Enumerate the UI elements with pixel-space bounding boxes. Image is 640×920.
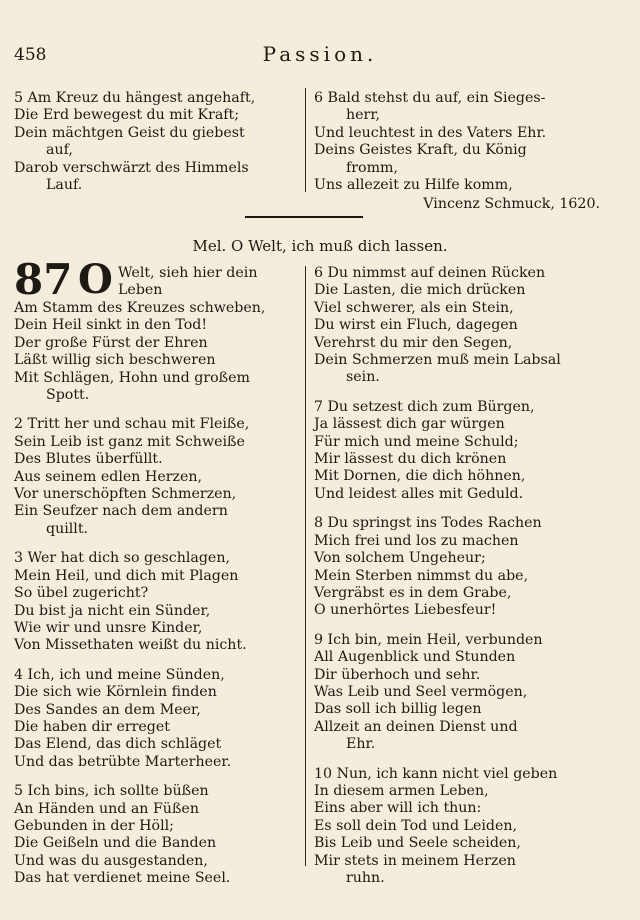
verse-line: Verehrst du mir den Segen, xyxy=(314,334,513,351)
verse-line: 5 Ich bins, ich sollte büßen xyxy=(14,783,209,800)
verse-line: 6 Du nimmst auf deinen Rücken xyxy=(314,265,546,281)
stanza-10 xyxy=(314,766,600,888)
verse-line: Ein Seufzer nach dem andern xyxy=(14,503,228,520)
verse-line: Eins aber will ich thun: xyxy=(314,800,482,817)
hymn-first-lines xyxy=(118,265,300,300)
stanza-9 xyxy=(314,632,600,754)
verse-line: Läßt willig sich beschweren xyxy=(14,352,216,369)
verse-line: fromm, xyxy=(346,159,398,176)
hymn-right-column xyxy=(314,265,600,899)
verse-line: Und was du ausgestanden, xyxy=(14,852,208,869)
verse-line: sein. xyxy=(346,369,380,386)
verse-line: Welt, sieh hier dein xyxy=(118,265,258,281)
verse-line: 2 Tritt her und schau mit Fleiße, xyxy=(14,416,250,433)
verse-line: Der große Fürst der Ehren xyxy=(14,334,208,351)
verse-line: An Händen und an Füßen xyxy=(14,800,199,817)
verse-line: Sein Leib ist ganz mit Schweiße xyxy=(14,433,245,450)
verse-line: Dir überhoch und sehr. xyxy=(314,666,481,683)
stanza-2 xyxy=(14,416,300,538)
verse-line: Mein Sterben nimmst du abe, xyxy=(314,567,529,584)
verse-line: Mit Dornen, die dich höhnen, xyxy=(314,468,526,485)
verse-line: Die sich wie Körnlein finden xyxy=(14,684,217,701)
verse-line: Spott. xyxy=(46,387,90,404)
hymn-number: 87 xyxy=(14,255,73,304)
verse-line: Was Leib und Seel vermögen, xyxy=(314,683,528,700)
stanza-3 xyxy=(14,550,300,654)
verse-line: Dein mächtgen Geist du giebest xyxy=(14,124,245,141)
verse-line: Aus seinem edlen Herzen, xyxy=(14,468,203,485)
verse-line: Uns allezeit zu Hilfe komm, xyxy=(314,177,513,194)
section-rule xyxy=(245,216,363,218)
verse-line: Vor unerschöpften Schmerzen, xyxy=(14,486,237,503)
verse-line: Mir lässest du dich krönen xyxy=(314,451,507,468)
verse-line: auf, xyxy=(46,142,73,159)
verse-line: Die Erd bewegest du mit Kraft; xyxy=(14,107,240,124)
top-left-stanza xyxy=(14,90,300,194)
verse-line: Viel schwerer, als ein Stein, xyxy=(314,299,514,316)
verse-line: quillt. xyxy=(46,520,89,537)
verse-line: 6 Bald stehst du auf, ein Sieges- xyxy=(314,90,546,106)
verse-line: Mich frei und los zu machen xyxy=(314,532,519,549)
verse-line: Und leidest alles mit Geduld. xyxy=(314,485,524,502)
hymn-column-divider xyxy=(305,266,306,866)
melody-line: Mel. O Welt, ich muß dich lassen. xyxy=(192,237,448,255)
verse-line: 10 Nun, ich kann nicht viel geben xyxy=(314,765,558,782)
verse-line: So übel zugericht? xyxy=(14,585,149,602)
stanza-4 xyxy=(14,667,300,771)
verse-line: Es soll dein Tod und Leiden, xyxy=(314,817,518,834)
stanza-6 xyxy=(314,265,600,387)
drop-cap: O xyxy=(78,256,113,303)
verse-line: 7 Du setzest dich zum Bürgen, xyxy=(314,398,535,415)
verse-line: 8 Du springst ins Todes Rachen xyxy=(314,515,542,532)
verse-line: Die Lasten, die mich drücken xyxy=(314,282,526,299)
verse-line: In diesem armen Leben, xyxy=(314,782,489,799)
verse-line: herr, xyxy=(346,107,381,124)
running-title: Passion. xyxy=(262,42,378,66)
verse-line: Darob verschwärzt des Himmels xyxy=(14,159,249,176)
verse-line: Ehr. xyxy=(346,736,376,753)
verse-line: Das soll ich billig legen xyxy=(314,701,482,718)
verse-line: ruhn. xyxy=(346,870,385,886)
verse-line: Bis Leib und Seele scheiden, xyxy=(314,835,521,852)
verse-line: All Augenblick und Stunden xyxy=(314,649,516,666)
stanza-1 xyxy=(14,300,300,404)
verse-line: Und leuchtest in des Vaters Ehr. xyxy=(314,124,547,141)
verse-line: 9 Ich bin, mein Heil, verbunden xyxy=(314,631,543,648)
verse-line: Mit Schlägen, Hohn und großem xyxy=(14,369,251,386)
verse-line: Vergräbst es in dem Grabe, xyxy=(314,584,512,601)
verse-line: Lauf. xyxy=(46,177,83,194)
verse-line: Dein Heil sinkt in den Tod! xyxy=(14,317,208,334)
verse-line: Am Stamm des Kreuzes schweben, xyxy=(14,300,266,316)
stanza-7 xyxy=(314,399,600,503)
hymn-left-column xyxy=(14,300,300,900)
verse-line: Mein Heil, und dich mit Plagen xyxy=(14,567,239,584)
stanza-8 xyxy=(314,515,600,619)
verse-line: Des Sandes an dem Meer, xyxy=(14,701,201,718)
author-attribution: Vincenz Schmuck, 1620. xyxy=(423,196,600,213)
verse-line: Du bist ja nicht ein Sünder, xyxy=(14,602,211,619)
verse-line: Du wirst ein Fluch, dagegen xyxy=(314,317,518,334)
stanza-5 xyxy=(14,783,300,887)
top-column-divider xyxy=(305,88,306,192)
verse-line: Von Missethaten weißt du nicht. xyxy=(14,637,247,654)
verse-line: Und das betrübte Marterheer. xyxy=(14,753,232,770)
verse-line: Das Elend, das dich schläget xyxy=(14,736,222,753)
page-number: 458 xyxy=(14,45,47,65)
verse-line: Das hat verdienet meine Seel. xyxy=(14,870,231,887)
verse-line: Des Blutes überfüllt. xyxy=(14,451,163,468)
verse-line: 5 Am Kreuz du hängest angehaft, xyxy=(14,90,256,106)
verse-line: Dein Schmerzen muß mein Labsal xyxy=(314,352,561,369)
verse-line: O unerhörtes Liebesfeur! xyxy=(314,602,497,619)
verse-line: 4 Ich, ich und meine Sünden, xyxy=(14,666,225,683)
verse-line: Deins Geistes Kraft, du König xyxy=(314,142,527,159)
verse-line: Für mich und meine Schuld; xyxy=(314,433,519,450)
verse-line: Ja lässest dich gar würgen xyxy=(314,416,505,433)
verse-line: Wie wir und unsre Kinder, xyxy=(14,619,203,636)
verse-line: Leben xyxy=(118,282,163,299)
verse-line: Die haben dir erreget xyxy=(14,718,170,735)
verse-line: Mir stets in meinem Herzen xyxy=(314,852,516,869)
verse-line: Gebunden in der Höll; xyxy=(14,817,174,834)
verse-line: Die Geißeln und die Banden xyxy=(14,835,217,852)
verse-line: 3 Wer hat dich so geschlagen, xyxy=(14,550,230,567)
verse-line: Von solchem Ungeheur; xyxy=(314,550,486,567)
verse-line: Allzeit an deinen Dienst und xyxy=(314,718,518,735)
top-right-stanza xyxy=(314,90,600,214)
